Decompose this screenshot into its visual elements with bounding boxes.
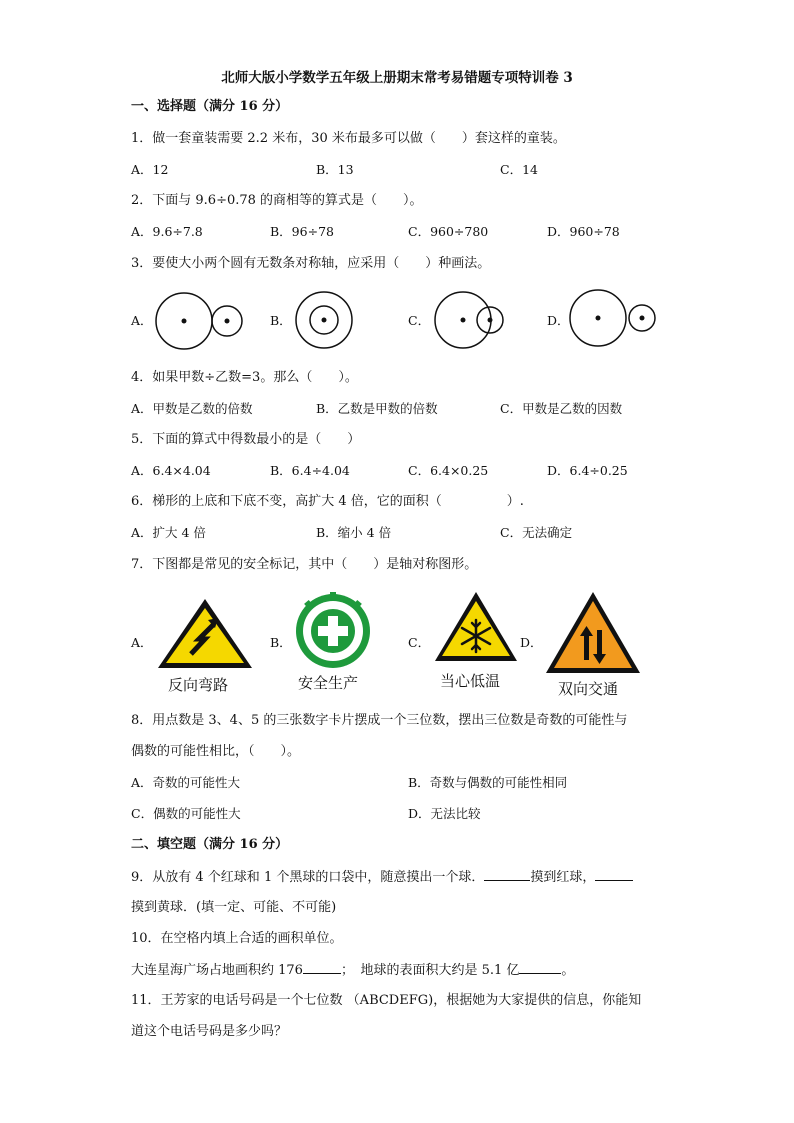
question-6: 6．梯形的上底和下底不变，高扩大 4 倍，它的面积（ ）. (131, 494, 524, 509)
q8-option-c[interactable]: C．偶数的可能性大 (131, 806, 241, 821)
question-9-line-2: 摸到黄球．(填一定、可能、不可能) (131, 900, 337, 915)
q7-option-d[interactable]: D． (520, 635, 543, 650)
question-2: 2．下面与 9.6÷0.78 的商相等的算式是（ ）。 (131, 193, 423, 208)
q6-option-b[interactable]: B．缩小 4 倍 (316, 525, 392, 540)
q3-figure-a-circles (155, 292, 245, 352)
two-way-traffic-sign-icon (544, 590, 642, 676)
q10-text-b: ； 地球的表面积大约是 5.1 亿 (340, 963, 520, 978)
sign-caption-a: 反向弯路 (168, 676, 229, 694)
q4-option-a[interactable]: A．甲数是乙数的倍数 (131, 401, 253, 416)
q9-blank-1[interactable] (484, 868, 530, 881)
q1-option-a[interactable]: A．12 (131, 162, 169, 177)
q5-option-a[interactable]: A．6.4×4.04 (131, 463, 211, 478)
question-8-line-1: 8．用点数是 3、4、5 的三张数字卡片摆成一个三位数，摆出三位数是奇数的可能性与 (131, 713, 628, 728)
q9-text-b: 摸到红球， (530, 870, 596, 885)
q2-option-d[interactable]: D．960÷78 (547, 224, 620, 239)
sign-caption-d: 双向交通 (558, 680, 619, 698)
question-8-line-2: 偶数的可能性相比，（ ）。 (131, 744, 301, 759)
question-3: 3．要使大小两个圆有无数条对称轴，应采用（ ）种画法。 (131, 256, 491, 271)
q4-option-c[interactable]: C．甲数是乙数的因数 (500, 401, 623, 416)
q3-option-b[interactable]: B． (270, 313, 292, 328)
q8-option-a[interactable]: A．奇数的可能性大 (131, 775, 241, 790)
question-7: 7．下图都是常见的安全标记，其中（ ）是轴对称图形。 (131, 557, 478, 572)
question-9-line-1 (131, 868, 633, 887)
q7-option-a[interactable]: A． (131, 635, 153, 650)
page-title: 北师大版小学数学五年级上册期末常考易错题专项特训卷 3 (221, 70, 573, 86)
q1-option-c[interactable]: C．14 (500, 162, 538, 177)
q10-blank-1[interactable] (303, 961, 341, 974)
q8-option-b[interactable]: B．奇数与偶数的可能性相同 (408, 775, 568, 790)
q2-option-c[interactable]: C．960÷780 (408, 224, 489, 239)
q6-option-a[interactable]: A．扩大 4 倍 (131, 525, 206, 540)
q10-blank-2[interactable] (519, 961, 561, 974)
q1-option-b[interactable]: B．13 (316, 162, 354, 177)
q5-option-c[interactable]: C．6.4×0.25 (408, 463, 489, 478)
q3-option-a[interactable]: A． (131, 313, 153, 328)
q10-text-c: 。 (561, 963, 575, 978)
question-4: 4．如果甲数÷乙数=3。那么（ ）。 (131, 370, 358, 385)
section-heading-choice: 一、选择题（满分 16 分） (131, 99, 289, 114)
q3-figure-b-concentric-circles (294, 290, 356, 352)
low-temperature-sign-icon (433, 590, 519, 664)
question-10: 10．在空格内填上合适的画积单位。 (131, 931, 343, 946)
q9-text-a: 9．从放有 4 个红球和 1 个黑球的口袋中，随意摸出一个球． (131, 870, 485, 885)
q3-figure-c-overlapping-circles (433, 290, 508, 352)
question-11-line-2: 道这个电话号码是多少吗？ (131, 1024, 288, 1039)
q7-option-c[interactable]: C． (408, 635, 431, 650)
question-11-line-1: 11．王芳家的电话号码是一个七位数 （ABCDEFG)，根据她为大家提供的信息，你能知 (131, 993, 642, 1008)
section-heading-fill-in: 二、填空题（满分 16 分） (131, 837, 289, 852)
safety-production-sign-icon (294, 592, 372, 670)
q6-option-c[interactable]: C．无法确定 (500, 525, 573, 540)
question-1: 1．做一套童装需要 2.2 米布，30 米布最多可以做（ ）套这样的童装。 (131, 131, 566, 146)
q3-figure-d-separate-circles (569, 288, 659, 350)
q3-option-d[interactable]: D． (547, 313, 570, 328)
q2-option-a[interactable]: A．9.6÷7.8 (131, 224, 203, 239)
q2-option-b[interactable]: B．96÷78 (270, 224, 334, 239)
q7-option-b[interactable]: B． (270, 635, 292, 650)
q8-option-d[interactable]: D．无法比较 (408, 806, 481, 821)
q9-blank-2[interactable] (595, 868, 633, 881)
sign-caption-b: 安全生产 (298, 674, 359, 692)
q4-option-b[interactable]: B．乙数是甲数的倍数 (316, 401, 438, 416)
q5-option-d[interactable]: D．6.4÷0.25 (547, 463, 628, 478)
q10-text-a: 大连星海广场占地画积约 176 (131, 963, 303, 978)
sign-caption-c: 当心低温 (440, 672, 501, 690)
reverse-curve-sign-icon (155, 596, 255, 672)
q3-option-c[interactable]: C． (408, 313, 431, 328)
q5-option-b[interactable]: B．6.4÷4.04 (270, 463, 350, 478)
question-5: 5．下面的算式中得数最小的是（ ） (131, 432, 361, 447)
question-10-fill (131, 961, 574, 980)
